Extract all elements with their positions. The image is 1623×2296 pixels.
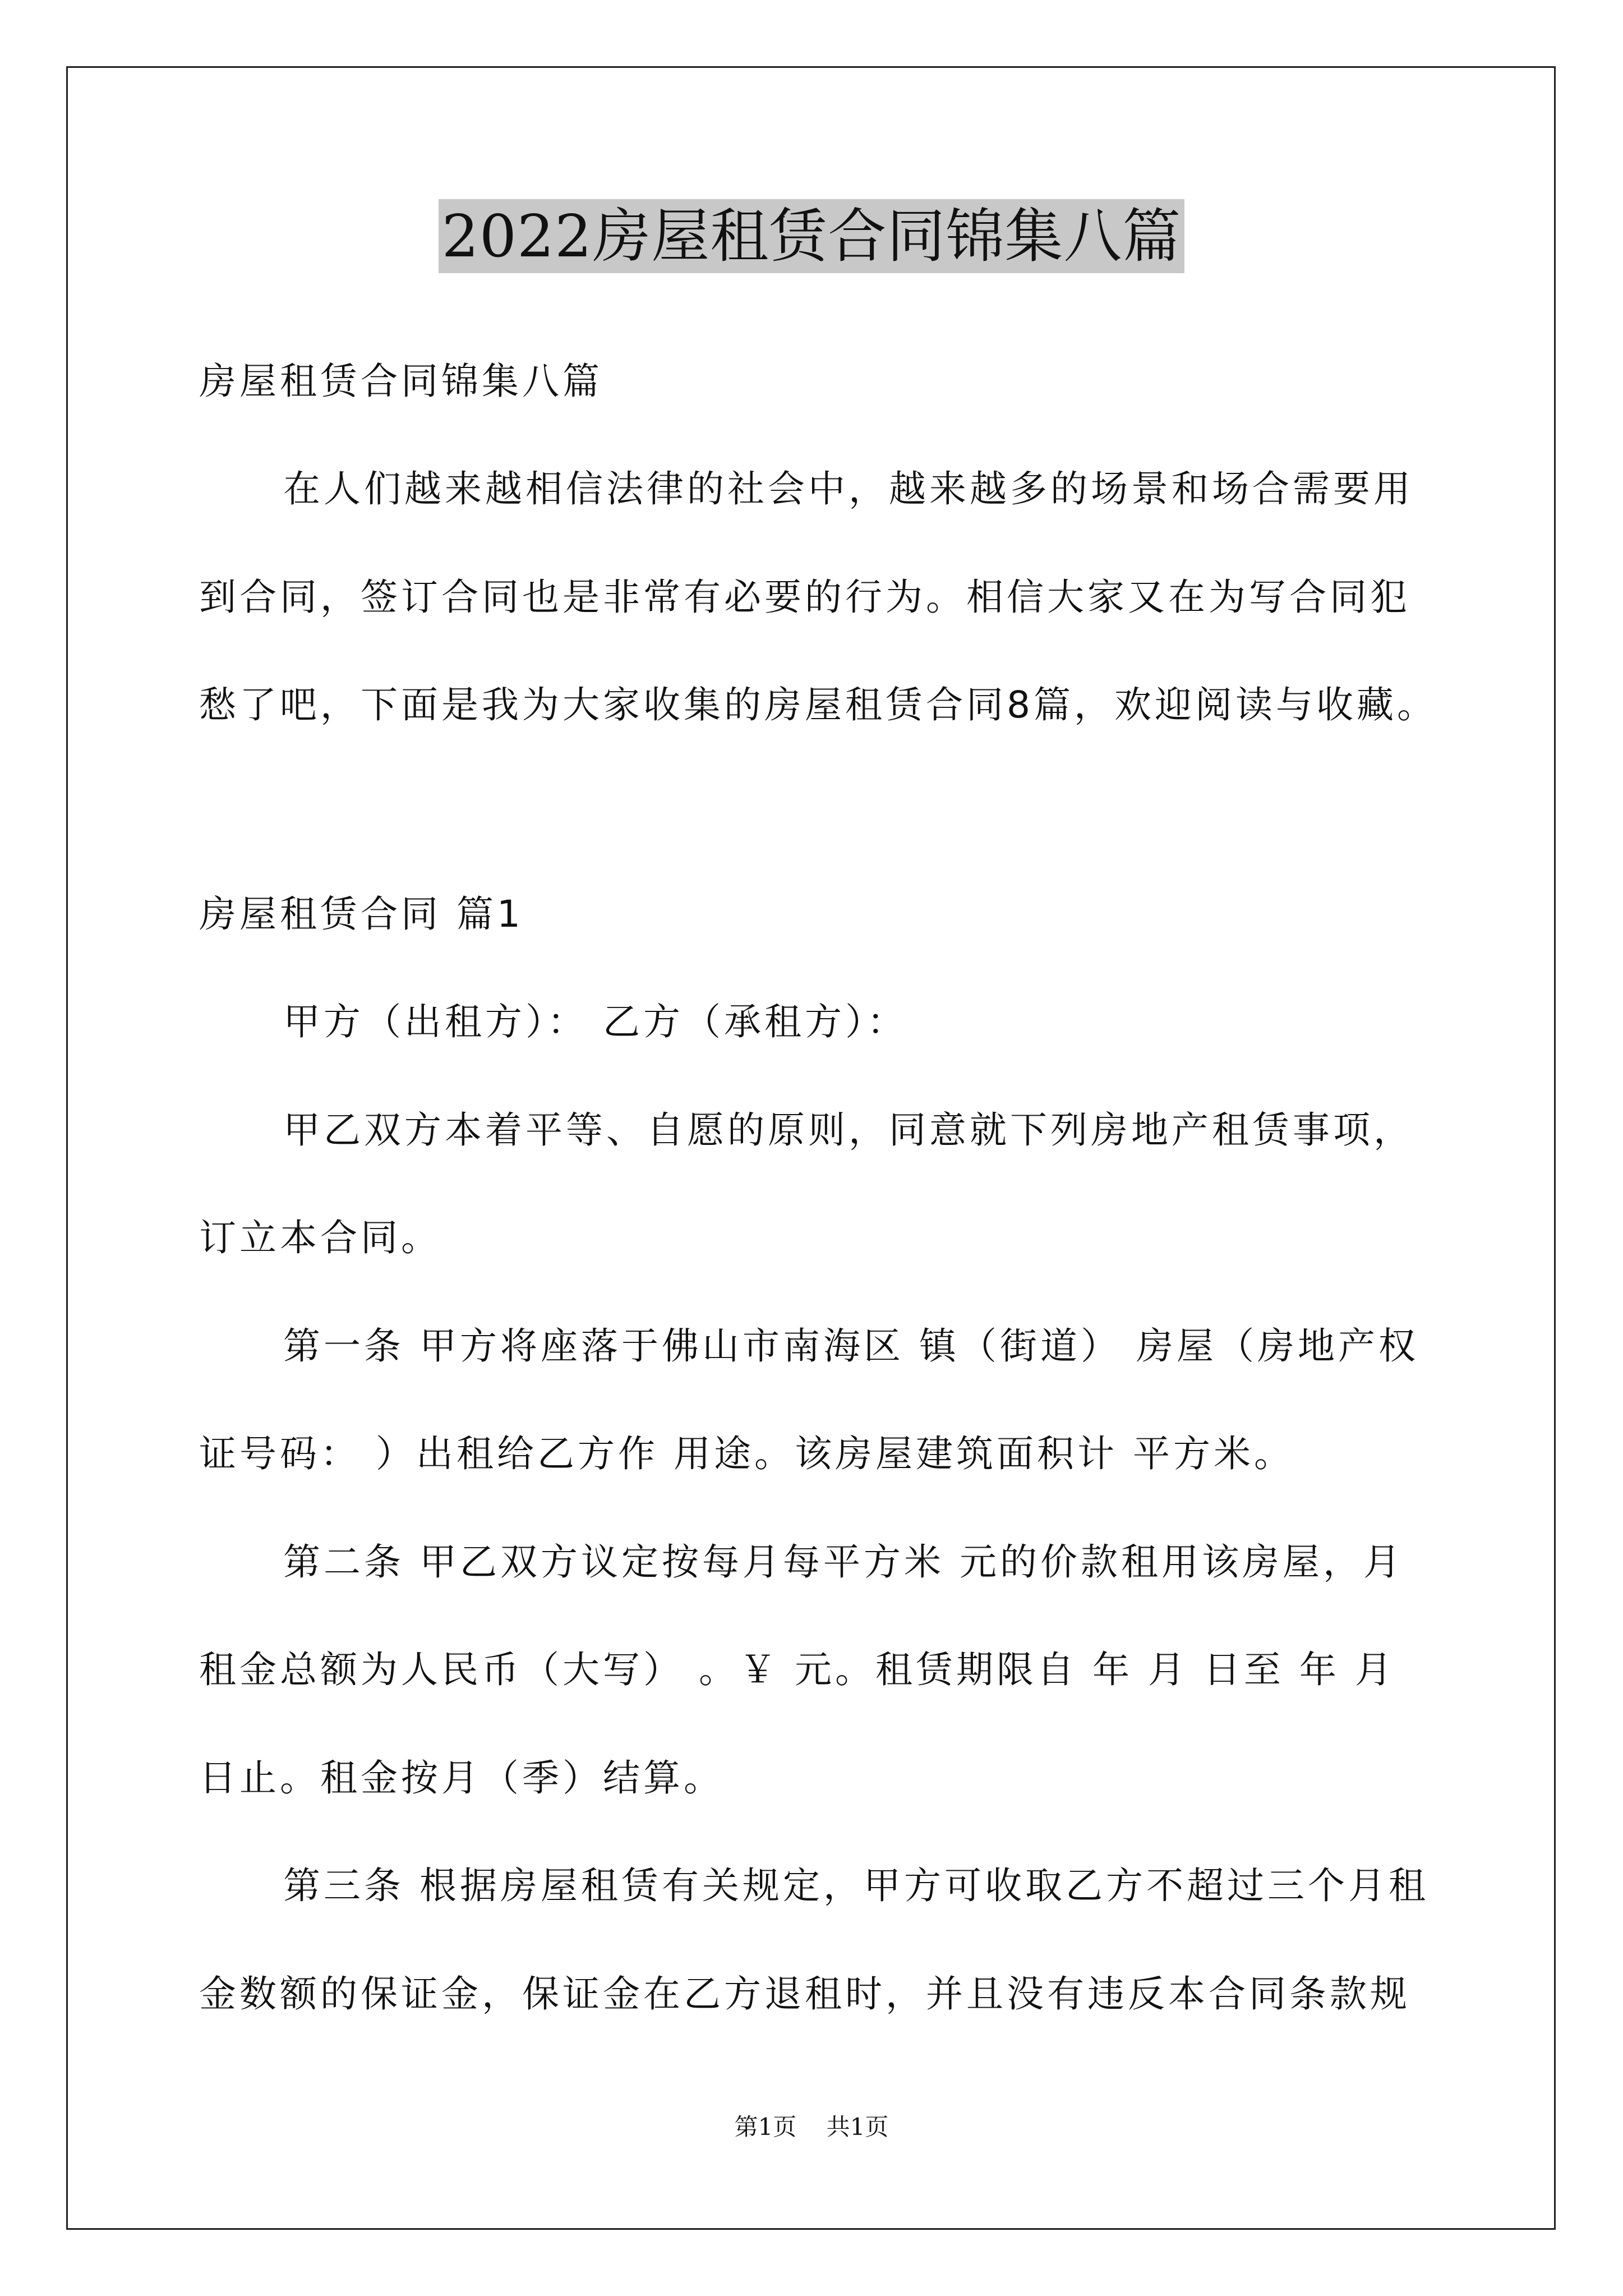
article2-line-3: 日止。租金按月（季）结算。 [199,1756,724,1800]
article1-line-2: 证号码： ）出租给乙方作 用途。该房屋建筑面积计 平方米。 [199,1432,1294,1475]
parties-line: 甲方（出租方）： 乙方（承租方）： [283,1000,907,1043]
document-title [0,199,1623,273]
document-title-text: 2022房屋租赁合同锦集八篇 [439,199,1185,273]
intro-line-3: 愁了吧，下面是我为大家收集的房屋租赁合同8篇，欢迎阅读与收藏。 [199,683,1437,726]
page-footer: 第1页 共1页 [734,2113,889,2141]
preamble-line-2: 订立本合同。 [199,1216,441,1259]
article3-line-1: 第三条 根据房屋租赁有关规定，甲方可收取乙方不超过三个月租 [283,1864,1429,1907]
preamble-line-1: 甲乙双方本着平等、自愿的原则，同意就下列房地产租赁事项， [283,1108,1414,1152]
intro-line-1: 在人们越来越相信法律的社会中，越来越多的场景和场合需要用 [283,467,1414,510]
article1-line-1: 第一条 甲方将座落于佛山市南海区 镇（街道） 房屋（房地产权 [283,1324,1419,1368]
section-heading: 房屋租赁合同 篇1 [199,892,524,936]
article2-line-2: 租金总额为人民币（大写） 。￥ 元。租赁期限自 年 月 日至 年 月 [199,1648,1395,1691]
article2-line-1: 第二条 甲乙双方议定按每月每平方米 元的价款租用该房屋，月 [283,1540,1404,1584]
intro-line-2: 到合同，签订合同也是非常有必要的行为。相信大家又在为写合同犯 [199,576,1410,619]
article3-line-2: 金数额的保证金，保证金在乙方退租时，并且没有违反本合同条款规 [199,1972,1410,2016]
document-subtitle: 房屋租赁合同锦集八篇 [199,360,603,403]
